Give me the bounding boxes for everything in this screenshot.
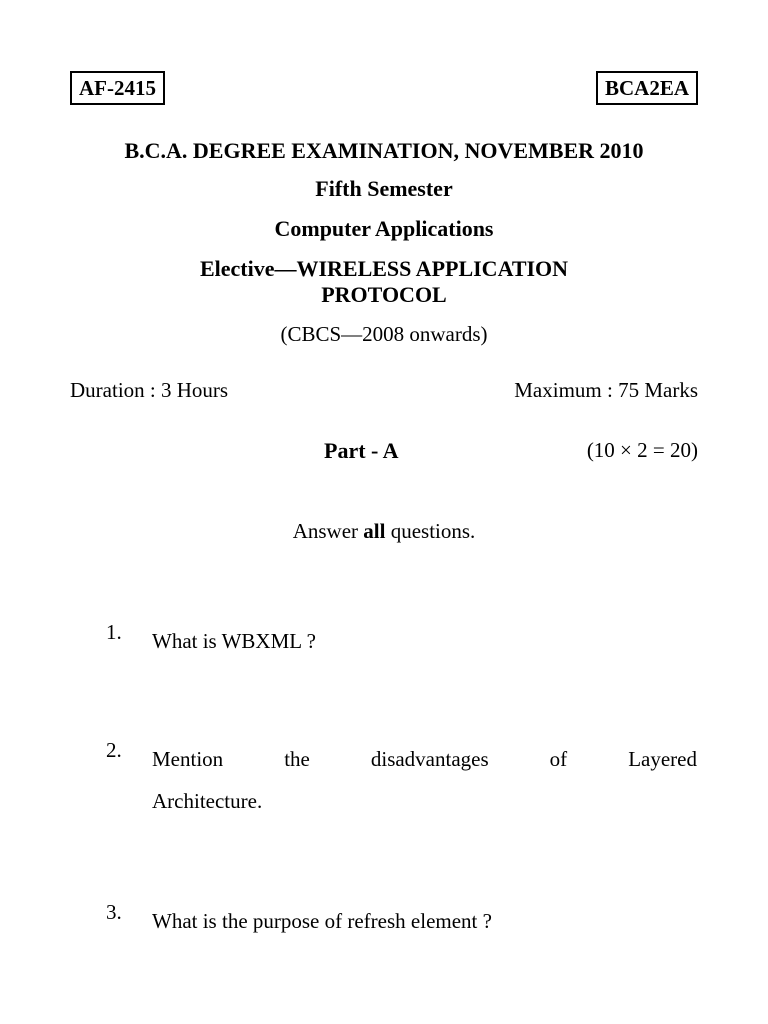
- question-text-line-2: Architecture.: [152, 789, 263, 813]
- question-word: Layered: [628, 747, 697, 771]
- part-marks: (10 × 2 = 20): [586, 438, 698, 462]
- question-word: the: [284, 747, 310, 771]
- question-text: What is WBXML ?: [152, 629, 316, 653]
- subject-heading: Computer Applications: [274, 216, 494, 241]
- subject-code: BCA2EA: [604, 76, 689, 100]
- subject-code-box: [596, 71, 698, 105]
- question-number: 2.: [106, 738, 122, 762]
- instruction-suffix: questions.: [385, 519, 476, 543]
- part-title: Part - A: [324, 438, 399, 463]
- question-word: of: [549, 747, 568, 771]
- paper-name: [0, 256, 768, 308]
- instruction-prefix: Answer: [292, 519, 364, 543]
- scheme-note: (CBCS—2008 onwards): [280, 322, 488, 346]
- question-text: [152, 738, 697, 822]
- semester-heading: Fifth Semester: [315, 176, 453, 201]
- paper-name-line-1: Elective—WIRELESS APPLICATION: [199, 256, 569, 281]
- exam-title: B.C.A. DEGREE EXAMINATION, NOVEMBER 2010: [124, 138, 644, 163]
- question-number: 3.: [106, 900, 122, 924]
- question-word: disadvantages: [370, 747, 489, 771]
- instruction: [0, 519, 768, 544]
- question-word: Mention: [152, 747, 224, 771]
- question-text-line-1: [152, 738, 697, 780]
- paper-code-box: [70, 71, 165, 105]
- instruction-emphasis: all: [363, 519, 386, 543]
- question-number: 1.: [106, 620, 122, 644]
- question-text: What is the purpose of refresh element ?: [152, 909, 492, 933]
- duration-text: Duration : 3 Hours: [70, 378, 229, 402]
- max-marks-text: Maximum : 75 Marks: [514, 378, 698, 402]
- paper-name-line-2: PROTOCOL: [321, 282, 447, 307]
- paper-code: AF-2415: [79, 76, 156, 100]
